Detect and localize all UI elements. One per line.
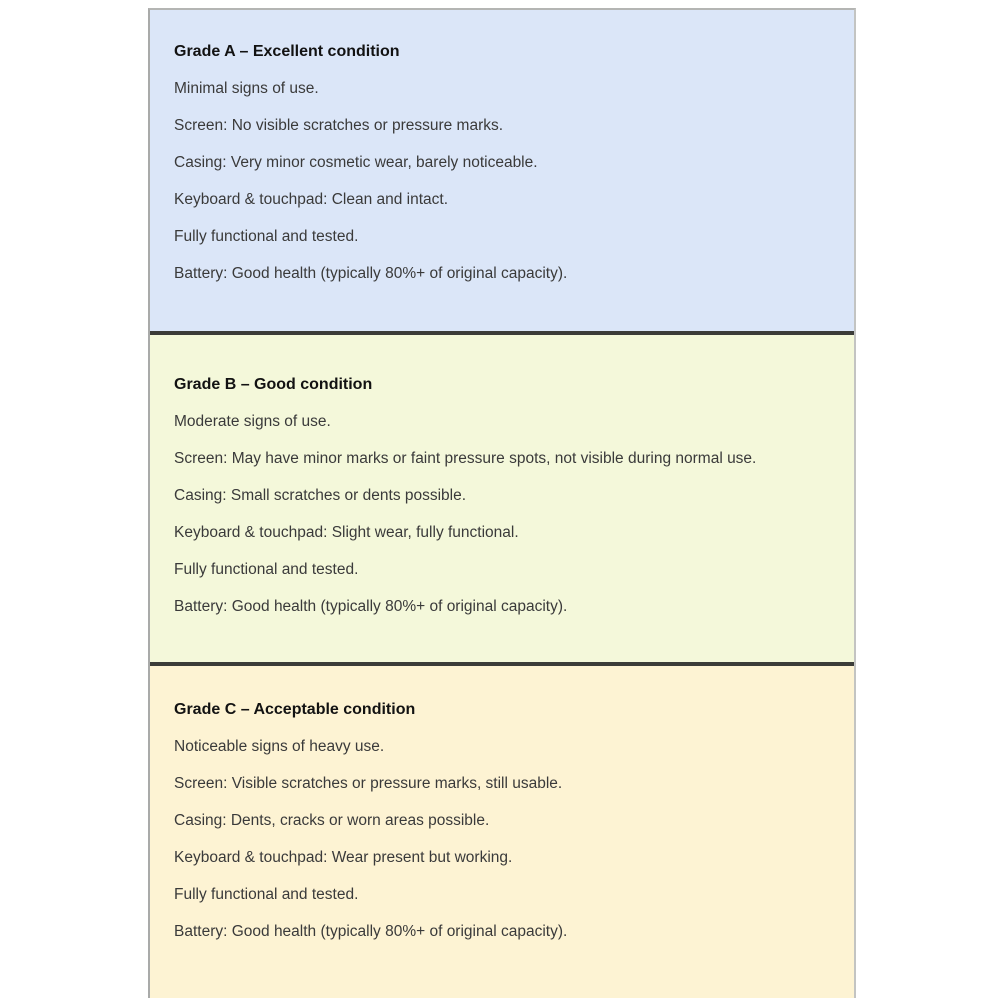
grade-a-line: Minimal signs of use. [174,80,319,97]
grade-c-line: Keyboard & touchpad: Wear present but working. [174,849,513,866]
grade-c-line: Casing: Dents, cracks or worn areas possible. [174,812,490,829]
grade-b-line: Screen: May have minor marks or faint pressure spots, not visible during normal use. [174,450,757,467]
grade-b-line: Casing: Small scratches or dents possible. [174,487,467,504]
grade-b-line: Moderate signs of use. [174,413,331,430]
grade-a-title: Grade A – Excellent condition [174,43,400,60]
grade-c-panel [150,666,854,998]
grade-a-line: Battery: Good health (typically 80%+ of original capacity). [174,265,568,282]
grade-b-panel [150,335,854,666]
grade-b-line: Fully functional and tested. [174,561,359,578]
grade-a-line: Fully functional and tested. [174,228,359,245]
grade-a-line: Keyboard & touchpad: Clean and intact. [174,191,449,208]
grade-b-title: Grade B – Good condition [174,376,373,393]
grade-c-line: Noticeable signs of heavy use. [174,738,385,755]
grade-c-line: Screen: Visible scratches or pressure marks, still usable. [174,775,563,792]
grade-b-line: Keyboard & touchpad: Slight wear, fully functional. [174,524,519,541]
grade-b-line: Battery: Good health (typically 80%+ of original capacity). [174,598,568,615]
grade-c-line: Battery: Good health (typically 80%+ of original capacity). [174,923,568,940]
grade-a-line: Casing: Very minor cosmetic wear, barely noticeable. [174,154,538,171]
grading-panels-column [148,8,856,998]
grade-c-title: Grade C – Acceptable condition [174,701,416,718]
grade-a-panel [150,10,854,335]
grade-c-line: Fully functional and tested. [174,886,359,903]
grade-a-line: Screen: No visible scratches or pressure marks. [174,117,504,134]
